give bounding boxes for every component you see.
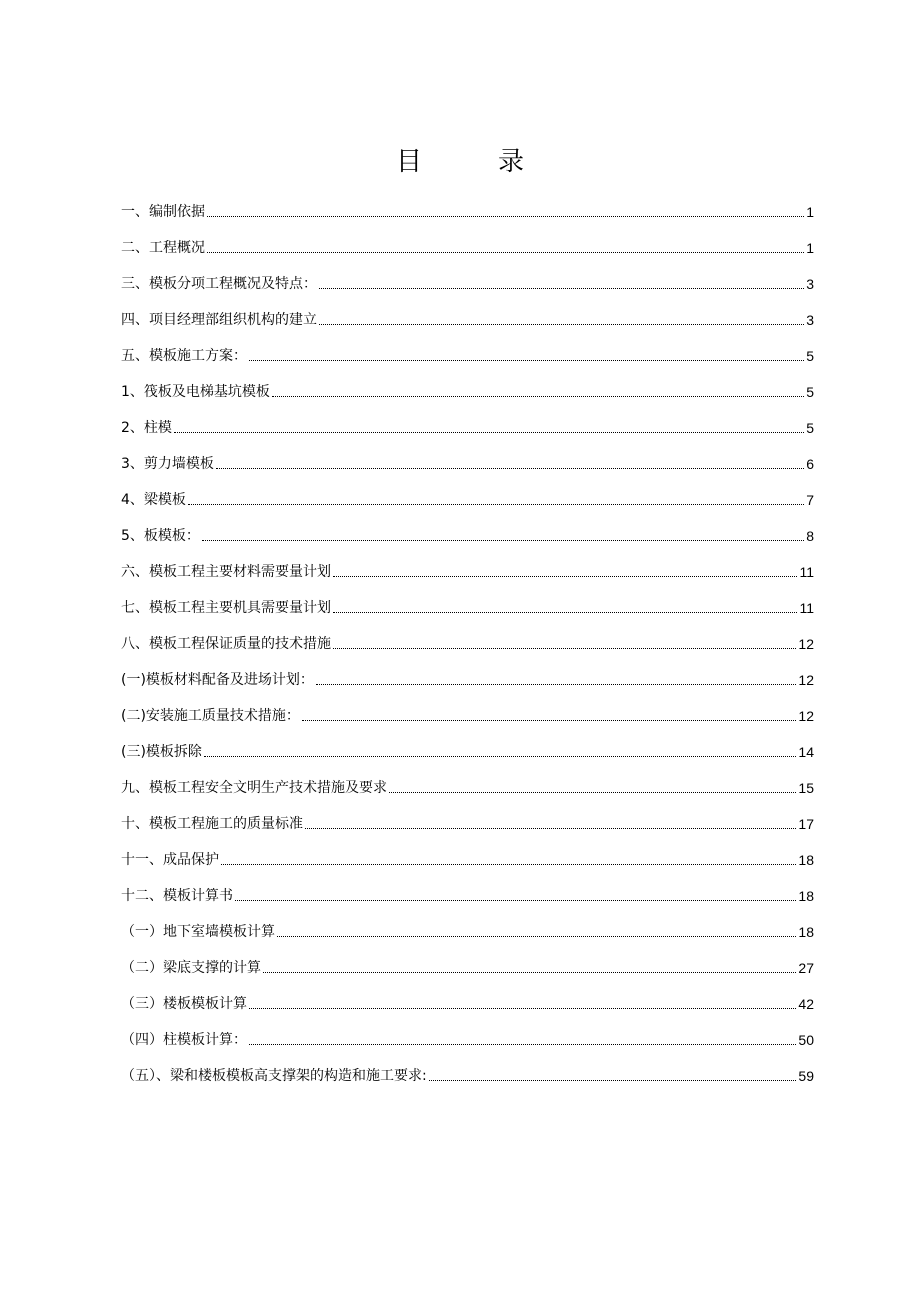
toc-entry[interactable] — [121, 330, 814, 366]
toc-entry[interactable] — [121, 762, 814, 798]
toc-entry[interactable] — [121, 1050, 814, 1086]
toc-entry-label: （一）地下室墙模板计算 — [121, 924, 275, 940]
toc-entry[interactable] — [121, 726, 814, 762]
title-char-1: 目 — [395, 147, 422, 177]
dot-leader — [249, 1007, 796, 1009]
toc-entry[interactable] — [121, 654, 814, 690]
toc-entry[interactable] — [121, 474, 814, 510]
toc-page-number: 12 — [798, 636, 814, 652]
dot-leader — [319, 323, 804, 325]
toc-entry-label: (二)安装施工质量技术措施： — [121, 708, 300, 724]
toc-entry-label: 九、模板工程安全文明生产技术措施及要求 — [121, 780, 387, 796]
toc-page-number: 3 — [806, 276, 814, 292]
toc-entry-label: 五、模板施工方案： — [121, 348, 247, 364]
toc-page-number: 5 — [806, 348, 814, 364]
toc-entry-label: 十二、模板计算书 — [121, 888, 233, 904]
toc-page-number: 42 — [798, 996, 814, 1012]
toc-entry-label: 5、板模板： — [121, 528, 200, 544]
dot-leader — [305, 827, 796, 829]
toc-entry-label: 4、梁模板 — [121, 492, 186, 508]
dot-leader — [235, 899, 796, 901]
page-title — [0, 142, 920, 182]
dot-leader — [333, 575, 797, 577]
dot-leader — [188, 503, 804, 505]
toc-entry[interactable] — [121, 834, 814, 870]
table-of-contents — [121, 186, 814, 1086]
toc-entry-label: （三）楼板模板计算 — [121, 996, 247, 1012]
toc-entry-label: 十、模板工程施工的质量标准 — [121, 816, 303, 832]
toc-entry[interactable] — [121, 258, 814, 294]
toc-page-number: 11 — [799, 600, 814, 616]
toc-entry-label: 一、编制依据 — [121, 204, 205, 220]
toc-page-number: 6 — [806, 456, 814, 472]
dot-leader — [333, 611, 797, 613]
toc-page-number: 7 — [806, 492, 814, 508]
dot-leader — [216, 467, 804, 469]
toc-entry-label: 1、筏板及电梯基坑模板 — [121, 384, 270, 400]
toc-page-number: 15 — [798, 780, 814, 796]
toc-page-number: 18 — [798, 852, 814, 868]
toc-page-number: 12 — [798, 672, 814, 688]
dot-leader — [207, 215, 804, 217]
toc-entry-label: （四）柱模板计算： — [121, 1032, 247, 1048]
toc-page-number: 12 — [798, 708, 814, 724]
toc-entry[interactable] — [121, 546, 814, 582]
dot-leader — [319, 287, 804, 289]
toc-entry[interactable] — [121, 510, 814, 546]
dot-leader — [204, 755, 796, 757]
toc-entry-label: 四、项目经理部组织机构的建立 — [121, 312, 317, 328]
dot-leader — [174, 431, 804, 433]
toc-entry-label: 二、工程概况 — [121, 240, 205, 256]
dot-leader — [202, 539, 804, 541]
toc-entry-label: （五）、梁和楼板模板高支撑架的构造和施工要求: — [121, 1068, 427, 1084]
toc-page-number: 59 — [798, 1068, 814, 1084]
toc-page-number: 17 — [798, 816, 814, 832]
dot-leader — [277, 935, 796, 937]
toc-entry[interactable] — [121, 222, 814, 258]
toc-entry[interactable] — [121, 798, 814, 834]
dot-leader — [249, 359, 804, 361]
toc-page-number: 5 — [806, 420, 814, 436]
dot-leader — [263, 971, 796, 973]
dot-leader — [333, 647, 796, 649]
toc-entry[interactable] — [121, 438, 814, 474]
toc-page-number: 18 — [798, 888, 814, 904]
dot-leader — [249, 1043, 796, 1045]
dot-leader — [207, 251, 804, 253]
toc-page-number: 14 — [798, 744, 814, 760]
toc-entry-label: （二）梁底支撑的计算 — [121, 960, 261, 976]
toc-entry[interactable] — [121, 618, 814, 654]
toc-page-number: 50 — [798, 1032, 814, 1048]
title-char-2: 录 — [498, 147, 525, 177]
toc-page-number: 5 — [806, 384, 814, 400]
dot-leader — [221, 863, 796, 865]
dot-leader — [316, 683, 796, 685]
toc-entry-label: 六、模板工程主要材料需要量计划 — [121, 564, 331, 580]
dot-leader — [429, 1079, 797, 1081]
toc-entry[interactable] — [121, 906, 814, 942]
dot-leader — [272, 395, 804, 397]
toc-entry[interactable] — [121, 978, 814, 1014]
dot-leader — [302, 719, 796, 721]
toc-entry-label: (一)模板材料配备及进场计划： — [121, 672, 314, 688]
toc-page-number: 1 — [806, 204, 814, 220]
toc-page-number: 1 — [806, 240, 814, 256]
toc-entry[interactable] — [121, 366, 814, 402]
toc-entry[interactable] — [121, 870, 814, 906]
toc-entry-label: 八、模板工程保证质量的技术措施 — [121, 636, 331, 652]
toc-entry[interactable] — [121, 582, 814, 618]
toc-entry[interactable] — [121, 186, 814, 222]
toc-entry-label: 3、剪力墙模板 — [121, 456, 214, 472]
toc-entry[interactable] — [121, 942, 814, 978]
toc-entry-label: 七、模板工程主要机具需要量计划 — [121, 600, 331, 616]
toc-page-number: 3 — [806, 312, 814, 328]
dot-leader — [389, 791, 796, 793]
toc-entry-label: 三、模板分项工程概况及特点： — [121, 276, 317, 292]
toc-entry[interactable] — [121, 402, 814, 438]
toc-entry-label: 2、柱模 — [121, 420, 172, 436]
toc-page-number: 18 — [798, 924, 814, 940]
toc-entry-label: (三)模板拆除 — [121, 744, 202, 760]
toc-entry[interactable] — [121, 294, 814, 330]
toc-entry[interactable] — [121, 1014, 814, 1050]
toc-page-number: 11 — [799, 564, 814, 580]
toc-entry-label: 十一、成品保护 — [121, 852, 219, 868]
toc-page-number: 27 — [798, 960, 814, 976]
toc-entry[interactable] — [121, 690, 814, 726]
toc-page-number: 8 — [806, 528, 814, 544]
